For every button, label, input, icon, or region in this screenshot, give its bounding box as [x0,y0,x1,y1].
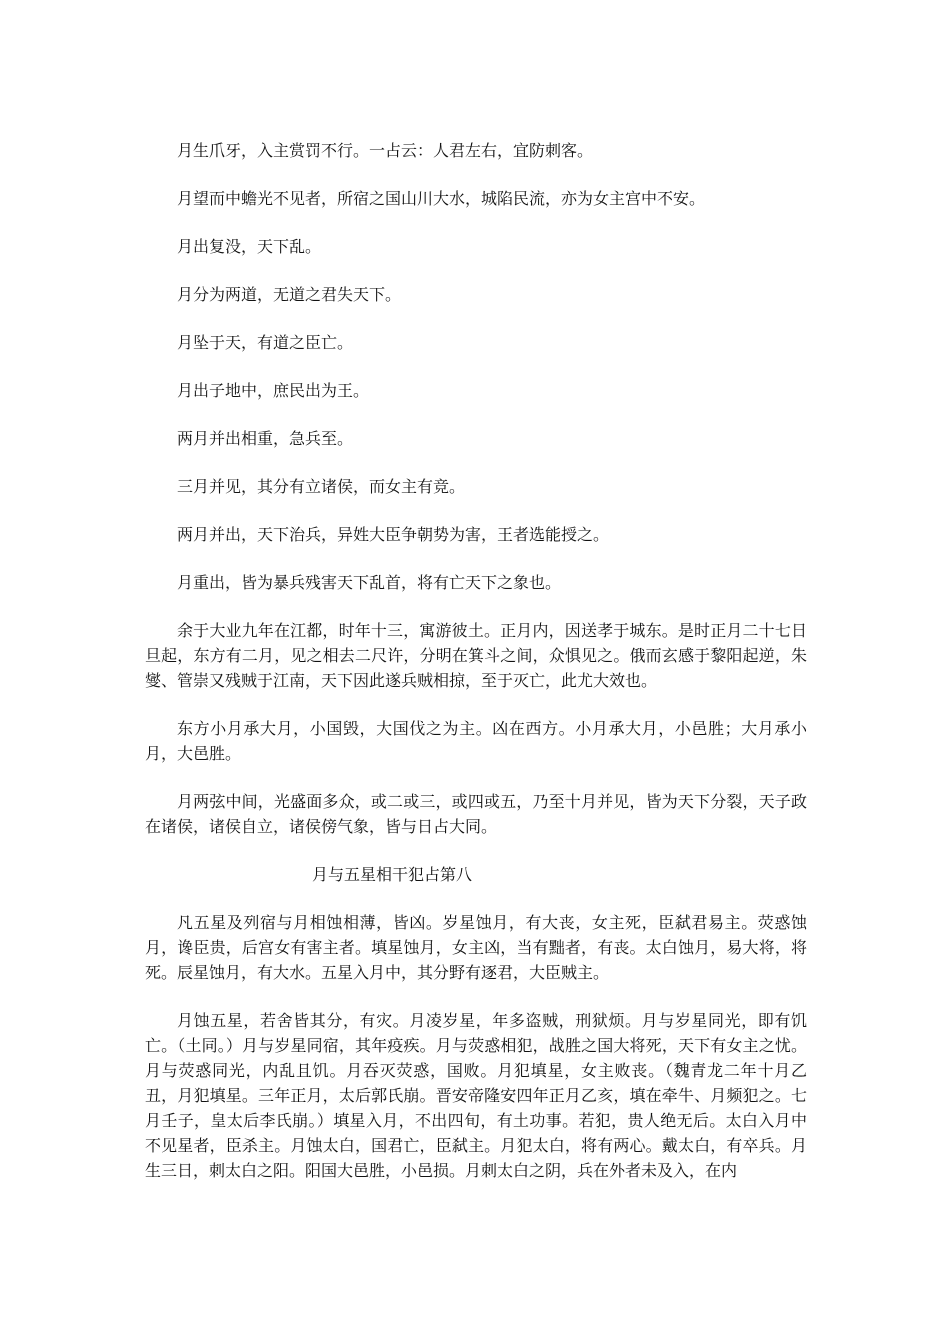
paragraph-2: 月望而中蟾光不见者，所宿之国山川大水，城陷民流，亦为女主宫中不安。 [177,189,706,208]
section-paragraph-1: 凡五星及列宿与月相蚀相薄，皆凶。岁星蚀月，有大丧，女主死，臣弑君易主。荧惑蚀月，谗臣贵，后宫女有害主者。填星蚀月，女主凶，当有黜者，有丧。太白蚀月，易大将，将死。辰星蚀月，有大水。五星入月中，其分野有逐君，大臣贼主。 [145,913,807,982]
document-page [145,138,807,1206]
paragraph-7: 两月并出相重，急兵至。 [177,429,354,448]
paragraph-6: 月出子地中，庶民出为王。 [177,381,370,400]
paragraph-5: 月坠于天，有道之臣亡。 [177,333,354,352]
paragraph-4: 月分为两道，无道之君失天下。 [177,285,402,304]
paragraph-13: 月两弦中间，光盛面多众，或二或三，或四或五，乃至十月并见，皆为天下分裂，天子政在诸侯，诸侯自立，诸侯傍气象，皆与日占大同。 [145,792,807,836]
section-paragraph-2: 月蚀五星，若舍皆其分，有灾。月凌岁星，年多盗贼，刑狱烦。月与岁星同光，即有饥亡。（土同。）月与岁星同宿，其年疫疾。月与荧惑相犯，战胜之国大将死，天下有女主之忧。月与荧惑同光，内乱且饥。月吞灭荧惑，国败。月犯填星，女主败丧。（魏青龙二年十月乙丑，月犯填星。三年正月，太后郭氏崩。晋安帝隆安四年正月乙亥，填在牵牛、月频犯之。七月壬子，皇太后李氏崩。）填星入月，不出四旬，有土功事。若犯，贵人绝无后。太白入月中不见星者，臣杀主。月蚀太白，国君亡，臣弑主。月犯太白，将有两心。戴太白，有卒兵。月生三日，刺太白之阳。阳国大邑胜，小邑损。月刺太白之阴，兵在外者未及入，在内 [145,1011,807,1180]
paragraph-11: 余于大业九年在江都，时年十三，寓游彼土。正月内，因送孝于城东。是时正月二十七日旦起，东方有二月，见之相去二尺许，分明在箕斗之间，众惧见之。俄而玄感于黎阳起逆，朱燮、管崇又残贼于江南，天下因此遂兵贼相掠，至于灭亡，此尤大效也。 [145,621,807,690]
paragraph-9: 两月并出，天下治兵，异姓大臣争朝势为害，王者选能授之。 [177,525,610,544]
paragraph-10: 月重出，皆为暴兵残害天下乱首，将有亡天下之象也。 [177,573,562,592]
paragraph-1: 月生爪牙，入主赏罚不行。一占云：人君左右，宜防刺客。 [177,141,594,160]
paragraph-12: 东方小月承大月，小国毁，大国伐之为主。凶在西方。小月承大月，小邑胜；大月承小月，大邑胜。 [145,719,807,763]
paragraph-8: 三月并见，其分有立诸侯，而女主有竞。 [177,477,466,496]
paragraph-3: 月出复没，天下乱。 [177,237,322,256]
section-heading: 月与五星相干犯占第八 [312,865,473,884]
